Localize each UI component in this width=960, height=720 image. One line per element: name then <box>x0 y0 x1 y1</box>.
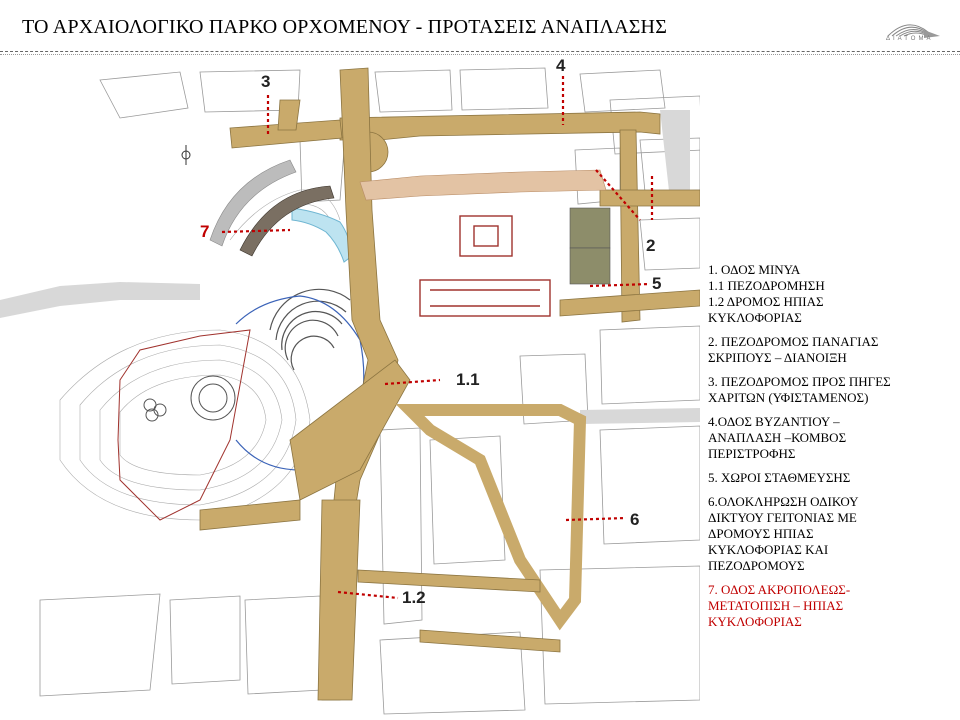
church-plan <box>420 216 550 316</box>
header-divider-secondary <box>0 54 960 55</box>
map-label-2: 2 <box>646 236 656 255</box>
legend-item-7: 7. ΟΔΟΣ ΑΚΡΟΠΟΛΕΩΣ- ΜΕΤΑΤΟΠΙΣΗ – ΗΠΙΑΣ ΚΥΚΛΟΦΟΡΙΑΣ <box>708 582 851 629</box>
logo-text: ΔΙΑΤΟΜΑ <box>886 36 934 42</box>
legend-item-3: 3. ΠΕΖΟΔΡΟΜΟΣ ΠΡΟΣ ΠΗΓΕΣ ΧΑΡΙΤΩΝ (ΥΦΙΣΤΑΜΕΝΟΣ) <box>708 374 891 405</box>
parking-area-5 <box>570 208 610 284</box>
river <box>292 208 352 262</box>
pedestrian-road-2 <box>360 170 606 200</box>
map-label-5: 5 <box>652 274 662 293</box>
map-label-7: 7 <box>200 222 210 241</box>
map-label-6: 6 <box>630 510 640 529</box>
north-arrow-icon <box>182 145 190 165</box>
legend <box>708 262 948 638</box>
legend-item-1: 1. ΟΔΟΣ ΜΙΝΥΑ 1.1 ΠΕΖΟΔΡΟΜΗΣΗ 1.2 ΔΡΟΜΟΣ ΗΠΙΑΣ ΚΥΚΛΟΦΟΡΙΑΣ <box>708 262 825 325</box>
ancient-theatre <box>270 289 350 370</box>
map-label-4: 4 <box>556 56 566 75</box>
legend-item-6: 6.ΟΛΟΚΛΗΡΩΣΗ ΟΔΙΚΟΥ ΔΙΚΤΥΟΥ ΓΕΙΤΟΝΙΑΣ ΜΕ ΔΡΟΜΟΥΣ ΗΠΙΑΣ ΚΥΚΛΟΦΟΡΙΑΣ ΚΑΙ ΠΕΖΟΔΡΟΜΟΥΣ <box>708 494 859 573</box>
map-label-1-1: 1.1 <box>456 370 480 389</box>
road-network <box>200 68 700 700</box>
legend-item-4: 4.ΟΔΟΣ ΒΥΖΑΝΤΙΟΥ – ΑΝΑΠΛΑΣΗ –ΚΟΜΒΟΣ ΠΕΡΙΣΤΡΟΦΗΣ <box>708 414 847 461</box>
page-title: ΤΟ ΑΡΧΑΙΟΛΟΓΙΚΟ ΠΑΡΚΟ ΟΡΧΟΜΕΝΟΥ - ΠΡΟΤΑΣΕΙΣ ΑΝΑΠΛΑΣΗΣ <box>22 16 668 38</box>
site-plan-map <box>0 58 700 720</box>
map-label-3: 3 <box>261 72 271 91</box>
header-divider <box>0 51 960 52</box>
map-label-1-2: 1.2 <box>402 588 426 607</box>
acropolis-circle <box>144 376 235 421</box>
legend-item-5: 5. ΧΩΡΟΙ ΣΤΑΘΜΕΥΣΗΣ <box>708 470 851 485</box>
legend-item-2: 2. ΠΕΖΟΔΡΟΜΟΣ ΠΑΝΑΓΙΑΣ ΣΚΡΙΠΟΥΣ – ΔΙΑΝΟΙΞΗ <box>708 334 879 365</box>
site-boundary <box>118 330 250 520</box>
